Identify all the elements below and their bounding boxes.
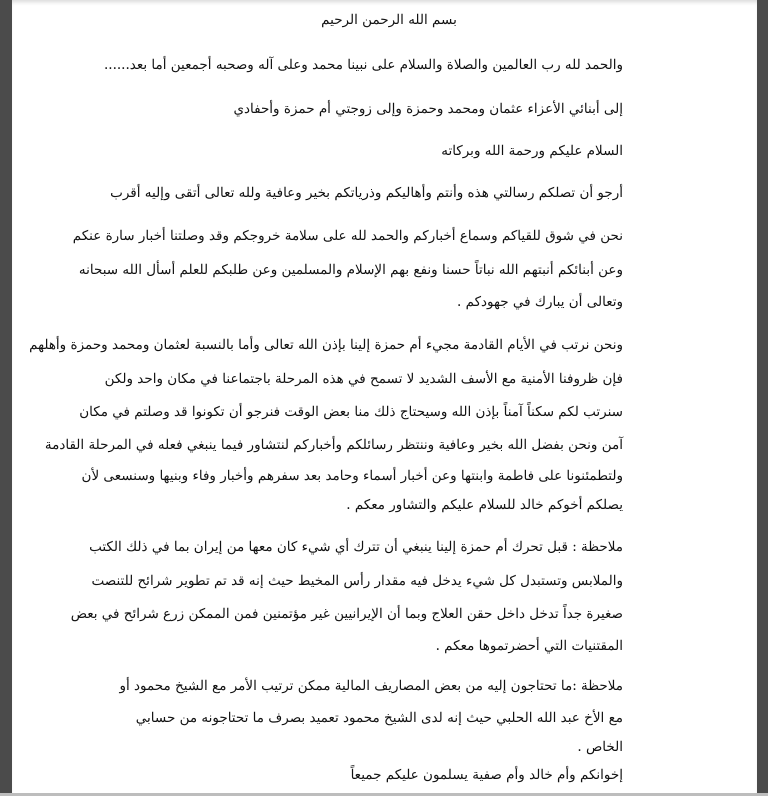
paragraph-line: يصلكم أخوكم خالد للسلام عليكم والتشاور معكم . bbox=[346, 497, 623, 513]
paragraph-line: آمن ونحن بفضل الله بخير وعافية وننتظر رسائلكم وأخباركم لنتشاور فيما ينبغي فعله في المرحلة القادمة bbox=[44, 437, 623, 453]
paragraph-line: فإن ظروفنا الأمنية مع الأسف الشديد لا تسمح في هذه المرحلة باجتماعنا في مكان واحد ولكن bbox=[104, 371, 623, 387]
greeting-line: السلام عليكم ورحمة الله وبركاته bbox=[441, 143, 623, 159]
paragraph-line: نحن في شوق للقياكم وسماع أخباركم والحمد لله على سلامة خروجكم وقد وصلتنا أخبار سارة عنكم bbox=[72, 228, 623, 244]
opening-line: والحمد لله رب العالمين والصلاة والسلام على نبينا محمد وعلى آله وصحبه أجمعين أما بعد...... bbox=[103, 57, 623, 73]
paragraph-line: سنرتب لكم سكناً آمناً بإذن الله وسيحتاج ذلك منا بعض الوقت فنرجو أن تكونوا قد وصلتم في مكان bbox=[79, 404, 623, 420]
paragraph-line: ملاحظة : قبل تحرك أم حمزة إلينا ينبغي أن تترك أي شيء كان معها من إيران بما في ذلك الكتب bbox=[89, 539, 623, 555]
paragraph-line: المقتنيات التي أحضرتموها معكم . bbox=[435, 638, 623, 654]
closing-line: إخوانكم وأم خالد وأم صفية يسلمون عليكم جميعاً bbox=[350, 767, 623, 783]
document-page bbox=[12, 0, 757, 793]
paragraph-line: وتعالى أن يبارك في جهودكم . bbox=[457, 294, 623, 310]
basmala: بسم الله الرحمن الرحيم bbox=[321, 12, 457, 28]
paragraph-line: وعن أبنائكم أنبتهم الله نباتاً حسنا ونفع بهم الإسلام والمسلمين وعن طلبكم للعلم أسأل الله سبحانه bbox=[78, 262, 623, 278]
paragraph-line: والملابس وتستبدل كل شيء يدخل فيه مقدار رأس المخيط حيث إنه قد تم تطوير شرائح للتنصت bbox=[91, 573, 623, 589]
paragraph-line: ولتطمئنونا على فاطمة وابنتها وعن أخبار أسماء وحامد بعد سفرهم وأخبار وفاء وبنيها وسنسعى لأن bbox=[81, 468, 623, 484]
addressee-line: إلى أبنائي الأعزاء عثمان ومحمد وحمزة وإلى زوجتي أم حمزة وأحفادي bbox=[233, 101, 623, 117]
paragraph-line: ونحن نرتب في الأيام القادمة مجيء أم حمزة إلينا بإذن الله تعالى وأما بالنسبة لعثمان ومحمد وحمزة وأهلهم bbox=[29, 337, 623, 353]
paragraph-line: ملاحظة :ما تحتاجون إليه من بعض المصاريف المالية ممكن ترتيب الأمر مع الشيخ محمود أو bbox=[119, 678, 623, 694]
wish-line: أرجو أن تصلكم رسالتي هذه وأنتم وأهاليكم وذرياتكم بخير وعافية ولله تعالى أتقى وإليه أقرب bbox=[110, 185, 623, 201]
paragraph-line: الخاص . bbox=[577, 739, 623, 755]
paragraph-line: مع الأخ عبد الله الحلبي حيث إنه لدى الشيخ محمود تعميد بصرف ما تحتاجونه من حسابي bbox=[135, 710, 623, 726]
paragraph-line: صغيرة جداً تدخل داخل حقن العلاج وبما أن الإيرانيين غير مؤتمنين فمن الممكن زرع شرائح في بعض bbox=[70, 606, 623, 622]
